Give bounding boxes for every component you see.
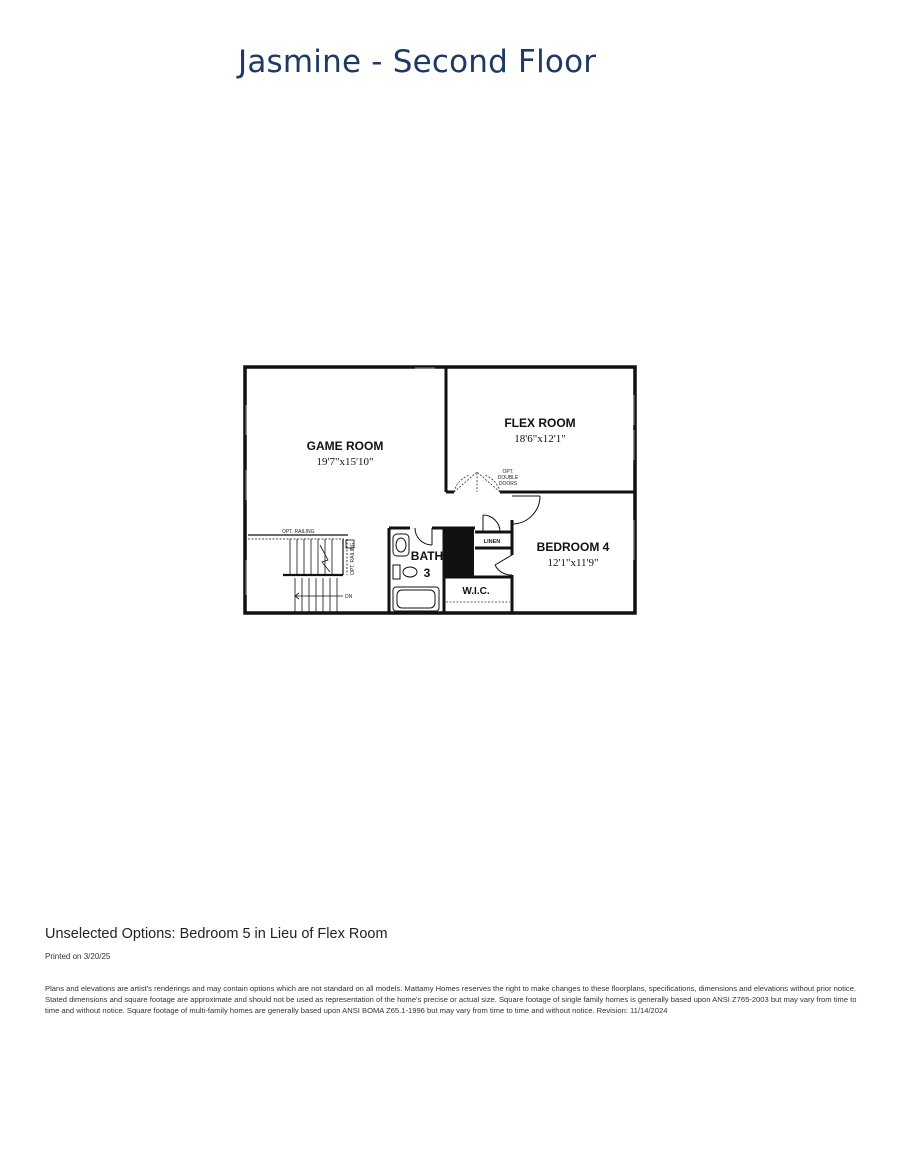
disclaimer-text: Plans and elevations are artist's renderings and may contain options which are not standard on all models. Mattamy Homes reserves the right to make changes to these floorplans, specifications, dimensions and elevations without prior notice. Stated dimensions and square footage are approximate and should not be used as representation of the home's precise or actual size. Square footage of single family homes is generally based upon ANSI Z765-2003 but may vary from time to time and without notice. Square footage of multi-family homes are generally based upon ANSI BOMA Z65.1-1996 but may vary from time to time and without notice. Revision: 11/14/2024 (45, 984, 857, 1015)
opt-railing-top-label: OPT. RAILING (282, 529, 315, 535)
staircase (248, 535, 348, 612)
opt-double-doors-label-2: DOUBLE (497, 475, 519, 481)
flex-room-dims: 18'6"x12'1" (514, 433, 566, 445)
door-swings (415, 496, 540, 575)
stair-dn-label: DN (345, 594, 353, 600)
wic-label: W.I.C. (462, 586, 490, 597)
game-room-name: GAME ROOM (306, 439, 384, 453)
opt-railing-side-label: OPT. RAILING (350, 542, 356, 575)
unselected-options: Unselected Options: Bedroom 5 in Lieu of Flex Room (45, 926, 388, 942)
game-room-dims: 19'7"x15'10" (316, 456, 374, 468)
bedroom-4-name: BEDROOM 4 (536, 540, 610, 554)
bath-3-number: 3 (423, 566, 431, 580)
printed-date: Printed on 3/20/25 (45, 952, 111, 961)
bath-3-name: BATH (410, 549, 444, 563)
linen-label: LINEN (483, 539, 501, 545)
flex-room-name: FLEX ROOM (504, 416, 576, 430)
bedroom-4-dims: 12'1"x11'9" (547, 557, 599, 569)
page-title: Jasmine - Second Floor (238, 44, 597, 80)
opt-double-doors-label-1: OPT. (502, 469, 514, 475)
opt-double-doors-label-3: DOORS (498, 481, 518, 487)
mechanical-chase (445, 529, 474, 576)
bath-fixtures (393, 534, 439, 611)
opt-double-doors (454, 472, 500, 492)
